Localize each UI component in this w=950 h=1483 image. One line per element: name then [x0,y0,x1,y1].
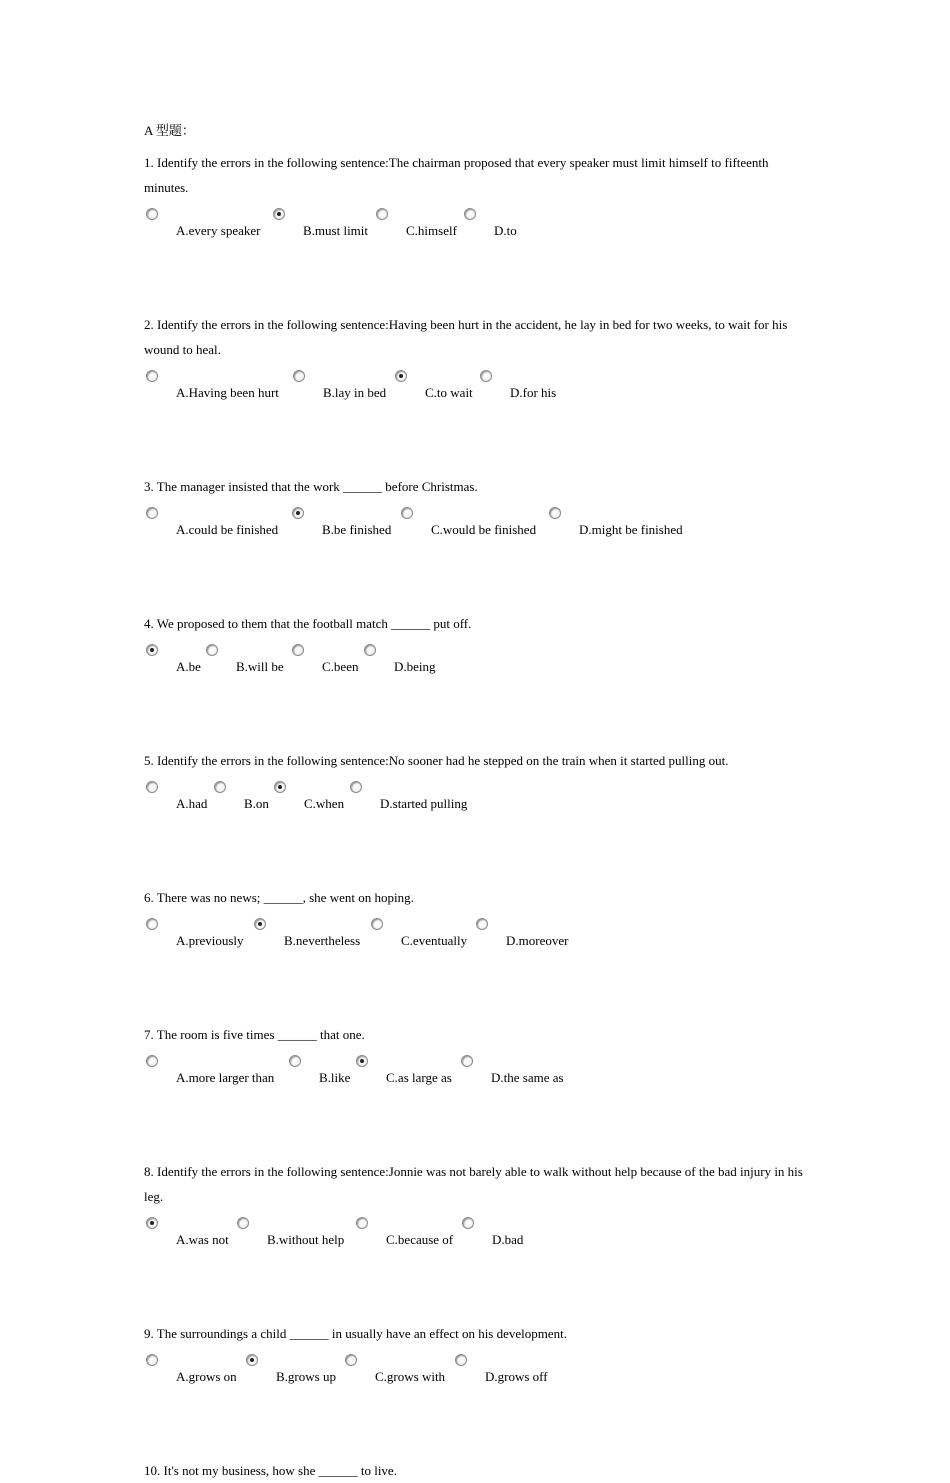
question-5 [144,748,804,837]
question-text: 3. The manager insisted that the work ______ before Christmas. [144,479,478,494]
option-label-a: A.grows on [176,1369,237,1384]
option-radio-b[interactable] [293,370,305,382]
question-text: 7. The room is five times ______ that one. [144,1027,365,1042]
option-radio-d[interactable] [455,1354,467,1366]
option-label-a: A.be [176,659,201,674]
option-label-a: A.more larger than [176,1070,275,1085]
option-label-a: A.every speaker [176,223,261,238]
option-radio-b[interactable] [289,1055,301,1067]
option-label-b: B.will be [236,659,284,674]
question-text: 6. There was no news; ______, she went on hoping. [144,890,414,905]
option-group [144,208,804,264]
option-radio-c[interactable] [356,1055,368,1067]
option-label-c: C.when [304,796,345,811]
option-label-a: A.was not [176,1232,229,1247]
option-group [144,781,804,837]
option-radio-a[interactable] [146,1217,158,1229]
option-label-b: B.be finished [322,522,392,537]
option-radio-b[interactable] [206,644,218,656]
option-group [144,507,804,563]
option-label-d: D.for his [510,385,557,400]
question-2 [144,312,804,426]
option-radio-c[interactable] [274,781,286,793]
option-radio-c[interactable] [345,1354,357,1366]
option-label-b: B.lay in bed [323,385,387,400]
option-radio-c[interactable] [371,918,383,930]
option-label-d: D.being [394,659,436,674]
option-group [144,370,804,426]
option-label-d: D.to [494,223,517,238]
option-radio-a[interactable] [146,1354,158,1366]
option-label-a: A.previously [176,933,244,948]
question-3 [144,474,804,563]
question-1 [144,150,804,264]
question-text: 5. Identify the errors in the following sentence:No sooner had he stepped on the train when it started pulling out. [144,753,729,768]
option-group [144,1055,804,1111]
option-radio-c[interactable] [395,370,407,382]
section-header: A 型题： [144,123,195,138]
option-label-d: D.started pulling [380,796,468,811]
question-10 [144,1458,804,1483]
option-radio-d[interactable] [476,918,488,930]
option-label-c: C.eventually [401,933,468,948]
question-text: 9. The surroundings a child ______ in usually have an effect on his development. [144,1326,568,1341]
option-radio-d[interactable] [549,507,561,519]
question-7 [144,1022,804,1111]
option-radio-d[interactable] [350,781,362,793]
option-label-a: A.Having been hurt [176,385,279,400]
option-group [144,644,804,700]
option-radio-a[interactable] [146,1055,158,1067]
option-group [144,1354,804,1410]
option-radio-a[interactable] [146,781,158,793]
option-label-c: C.been [322,659,359,674]
option-radio-d[interactable] [364,644,376,656]
option-group [144,918,804,974]
question-text: 8. Identify the errors in the following sentence:Jonnie was not barely able to walk without help because of the bad injury in his leg. [144,1164,803,1204]
option-label-a: A.could be finished [176,522,279,537]
question-6 [144,885,804,974]
option-label-c: C.grows with [375,1369,446,1384]
option-radio-a[interactable] [146,918,158,930]
option-label-b: B.without help [267,1232,345,1247]
option-label-d: D.bad [492,1232,524,1247]
option-label-b: B.on [244,796,269,811]
option-radio-a[interactable] [146,507,158,519]
option-label-d: D.moreover [506,933,569,948]
option-label-b: B.must limit [303,223,369,238]
option-label-b: B.nevertheless [284,933,361,948]
option-radio-d[interactable] [462,1217,474,1229]
option-radio-d[interactable] [464,208,476,220]
option-label-c: C.to wait [425,385,473,400]
question-text: 1. Identify the errors in the following sentence:The chairman proposed that every speaker must limit himself to fifteenth minutes. [144,155,769,195]
option-label-b: B.grows up [276,1369,336,1384]
question-text: 4. We proposed to them that the football match ______ put off. [144,616,472,631]
option-radio-b[interactable] [246,1354,258,1366]
option-radio-a[interactable] [146,370,158,382]
question-text: 10. It's not my business, how she ______ to live. [144,1463,397,1478]
question-list [144,150,804,1483]
question-8 [144,1159,804,1273]
option-radio-a[interactable] [146,644,158,656]
question-text: 2. Identify the errors in the following sentence:Having been hurt in the accident, he lay in bed for two weeks, to wait for his wound to heal. [144,317,788,357]
option-label-d: D.might be finished [579,522,683,537]
option-radio-b[interactable] [292,507,304,519]
question-4 [144,611,804,700]
option-radio-b[interactable] [254,918,266,930]
question-9 [144,1321,804,1410]
option-radio-d[interactable] [480,370,492,382]
option-label-a: A.had [176,796,208,811]
option-radio-a[interactable] [146,208,158,220]
option-group [144,1217,804,1273]
option-label-b: B.like [319,1070,351,1085]
option-label-d: D.grows off [485,1369,548,1384]
option-radio-c[interactable] [376,208,388,220]
option-label-c: C.himself [406,223,457,238]
option-radio-c[interactable] [356,1217,368,1229]
option-radio-b[interactable] [237,1217,249,1229]
option-label-c: C.would be finished [431,522,537,537]
option-label-c: C.as large as [386,1070,452,1085]
document [144,122,804,1483]
option-radio-c[interactable] [401,507,413,519]
option-radio-c[interactable] [292,644,304,656]
option-label-c: C.because of [386,1232,454,1247]
option-label-d: D.the same as [491,1070,564,1085]
option-radio-d[interactable] [461,1055,473,1067]
option-radio-b[interactable] [214,781,226,793]
option-radio-b[interactable] [273,208,285,220]
